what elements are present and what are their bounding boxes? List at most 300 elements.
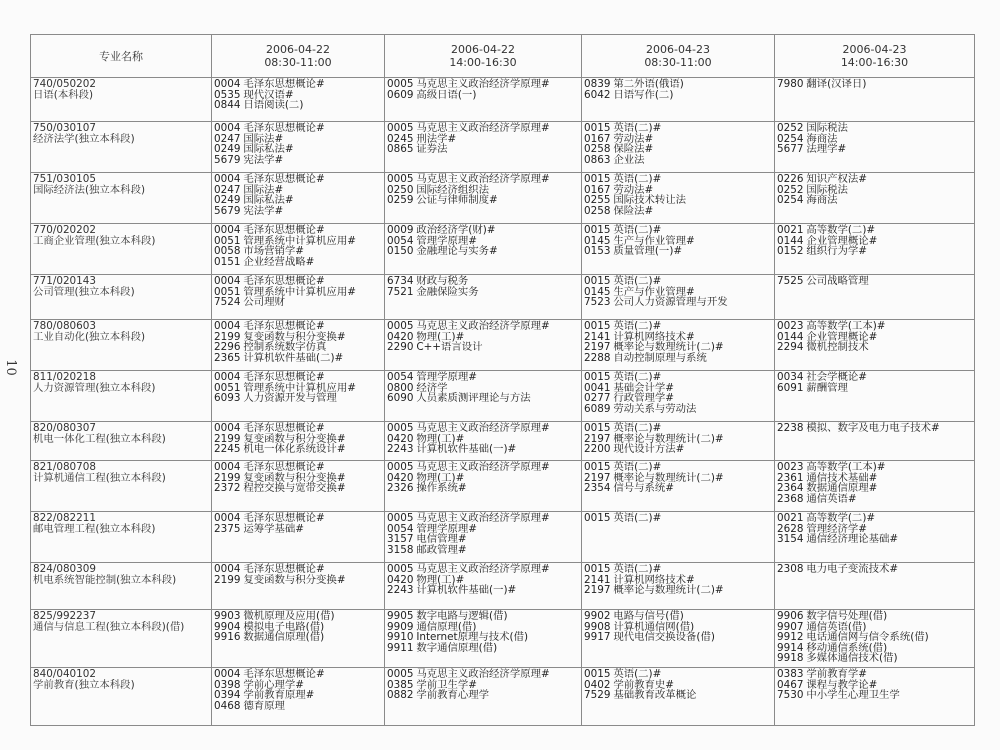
- course-code: 0249: [214, 143, 241, 156]
- course-name: 马克思主义政治经济学原理#: [416, 122, 550, 134]
- session-cell: [385, 320, 582, 371]
- major-code: 840/040102: [33, 668, 96, 680]
- course-name: 概率论与数理统计(二)#: [613, 471, 724, 484]
- course-code: 0385: [387, 678, 414, 691]
- course-code: 9914: [777, 641, 804, 654]
- session-cell: [385, 668, 582, 726]
- session-cell: [385, 78, 582, 122]
- session-cell: [775, 668, 975, 726]
- course-code: 0015: [584, 320, 611, 332]
- session-cell: [582, 173, 775, 224]
- course-code: 0800: [387, 381, 414, 394]
- course-code: 0058: [214, 245, 241, 258]
- course-code: 0015: [584, 461, 611, 473]
- course-code: 0259: [387, 194, 414, 207]
- course-name: 物理(工)#: [416, 573, 465, 586]
- session-cell: [385, 275, 582, 320]
- course-name: 英语(二)#: [613, 371, 662, 383]
- course-code: 0015: [584, 224, 611, 236]
- table-row: [31, 275, 975, 320]
- session-cell: [212, 275, 385, 320]
- session-time: 14:00-16:30: [449, 56, 517, 69]
- course-code: 2200: [584, 443, 611, 456]
- course-code: 2365: [214, 351, 241, 364]
- course-code: 2199: [214, 573, 241, 586]
- major-cell: [31, 610, 212, 668]
- course-name: 管理学原理#: [416, 234, 477, 247]
- course-code: 6089: [584, 402, 611, 415]
- course-entry: [387, 342, 579, 353]
- course-code: 0420: [387, 471, 414, 484]
- course-code: 0394: [214, 689, 241, 702]
- session-cell: [385, 610, 582, 668]
- session-cell: [582, 422, 775, 461]
- course-name: 微机原理及应用(借): [243, 610, 335, 622]
- session-cell: [775, 371, 975, 422]
- course-code: 9910: [387, 631, 414, 644]
- course-entry: [777, 195, 972, 206]
- course-entry: [387, 246, 579, 257]
- course-code: 0247: [214, 183, 241, 196]
- course-name: 行政管理学#: [613, 392, 674, 405]
- major-code: 820/080307: [33, 422, 96, 434]
- table-row: [31, 122, 975, 173]
- table-row: [31, 371, 975, 422]
- course-code: 0005: [387, 422, 414, 434]
- course-code: 2197: [584, 471, 611, 484]
- course-name: 质量管理(一)#: [613, 245, 683, 258]
- session-time: 14:00-16:30: [840, 56, 909, 69]
- course-name: 英语(二)#: [613, 320, 662, 332]
- course-code: 0258: [584, 204, 611, 217]
- course-name: 数据通信原理#: [806, 482, 878, 495]
- table-row: [31, 78, 975, 122]
- course-name: 计算机软件基础(一)#: [416, 443, 517, 456]
- session-cell: [582, 610, 775, 668]
- major-name: 工业自动化(独立本科段): [33, 330, 146, 343]
- course-code: 9911: [387, 641, 414, 654]
- course-code: 0226: [777, 173, 804, 185]
- exam-schedule-table: [30, 34, 975, 726]
- course-name: 英语(二)#: [613, 668, 662, 680]
- course-name: 计算机软件基础(一)#: [416, 584, 517, 597]
- course-name: 英语(二)#: [613, 512, 662, 524]
- course-name: 宪法学#: [243, 204, 284, 217]
- course-entry: [387, 585, 579, 596]
- course-entry: [214, 575, 382, 586]
- major-cell: [31, 78, 212, 122]
- course-name: 薪酬管理: [806, 381, 848, 394]
- course-name: 劳动法#: [613, 183, 654, 196]
- course-code: 9916: [214, 631, 241, 644]
- table-row: [31, 610, 975, 668]
- major-code: 740/050202: [33, 78, 96, 90]
- session-cell: [775, 320, 975, 371]
- course-name: 复变函数与积分变换#: [243, 330, 346, 343]
- course-code: 0468: [214, 699, 241, 712]
- course-entry: [584, 206, 772, 217]
- course-name: 宪法学#: [243, 153, 284, 166]
- major-code: 750/030107: [33, 122, 96, 134]
- course-name: 马克思主义政治经济学原理#: [416, 320, 550, 332]
- page-number: 10: [2, 359, 18, 376]
- course-name: 马克思主义政治经济学原理#: [416, 563, 550, 575]
- course-code: 7524: [214, 296, 241, 309]
- course-entry: [387, 690, 579, 701]
- course-name: 企业管理概论#: [806, 330, 878, 343]
- major-code: 751/030105: [33, 173, 96, 185]
- course-name: 国际法#: [243, 132, 284, 145]
- course-code: 0005: [387, 78, 414, 90]
- major-name: 人力资源管理(独立本科段): [33, 381, 156, 394]
- course-entry: [584, 513, 772, 524]
- course-name: 邮政管理#: [416, 543, 467, 556]
- major-code: 771/020143: [33, 275, 96, 287]
- course-code: 0041: [584, 381, 611, 394]
- course-code: 9902: [584, 610, 611, 622]
- session-cell: [212, 422, 385, 461]
- session-header: [775, 35, 975, 78]
- course-name: 德育原理: [243, 699, 285, 712]
- course-name: 基础教育改革概论: [613, 689, 697, 702]
- course-name: 数据通信原理(借): [243, 631, 325, 644]
- course-code: 0015: [584, 275, 611, 287]
- session-date: 2006-04-23: [646, 43, 710, 56]
- course-code: 7529: [584, 689, 611, 702]
- course-name: 微机控制技术: [806, 341, 869, 354]
- course-name: 知识产权法#: [806, 173, 867, 185]
- course-entry: [777, 690, 972, 701]
- session-cell: [775, 224, 975, 275]
- course-name: 日语写作(二): [613, 88, 674, 101]
- course-code: 0420: [387, 432, 414, 445]
- course-name: 毛泽东思想概论#: [243, 78, 325, 90]
- major-name: 机电一体化工程(独立本科段): [33, 432, 166, 445]
- course-code: 7521: [387, 285, 414, 298]
- course-code: 0383: [777, 668, 804, 680]
- course-name: 毛泽东思想概论#: [243, 320, 325, 332]
- course-code: 2199: [214, 330, 241, 343]
- course-entry: [387, 643, 579, 654]
- course-code: 0167: [584, 183, 611, 196]
- course-code: 0145: [584, 285, 611, 298]
- course-code: 2197: [584, 341, 611, 354]
- course-code: 0051: [214, 285, 241, 298]
- course-name: 物理(工)#: [416, 471, 465, 484]
- major-cell: [31, 173, 212, 224]
- course-entry: [584, 174, 772, 185]
- course-name: 自动控制原理与系统: [613, 351, 707, 364]
- table-row: [31, 173, 975, 224]
- major-cell: [31, 122, 212, 173]
- course-entry: [777, 144, 972, 155]
- course-name: 管理系统中计算机应用#: [243, 381, 356, 394]
- course-code: 0152: [777, 245, 804, 258]
- course-code: 2326: [387, 482, 414, 495]
- major-cell: [31, 320, 212, 371]
- course-name: 毛泽东思想概论#: [243, 668, 325, 680]
- course-name: 刑法学#: [416, 132, 457, 145]
- major-code: 825/992237: [33, 610, 96, 622]
- course-name: 海商法: [806, 132, 838, 145]
- course-name: 企业经营战略#: [243, 255, 315, 268]
- course-code: 0021: [777, 224, 804, 236]
- course-code: 0255: [584, 194, 611, 207]
- course-code: 0258: [584, 143, 611, 156]
- course-name: 复变函数与积分变换#: [243, 573, 346, 586]
- course-code: 0252: [777, 122, 804, 134]
- course-code: 0247: [214, 132, 241, 145]
- session-header: [212, 35, 385, 78]
- course-code: 0004: [214, 78, 241, 90]
- course-name: 公证与律师制度#: [416, 194, 498, 207]
- course-code: 3154: [777, 533, 804, 546]
- course-name: 金融理论与实务#: [416, 245, 498, 258]
- course-code: 2245: [214, 443, 241, 456]
- course-name: 高等数学(工本)#: [806, 461, 886, 473]
- session-cell: [212, 122, 385, 173]
- course-code: 0009: [387, 224, 414, 236]
- course-code: 0004: [214, 320, 241, 332]
- course-code: 0277: [584, 392, 611, 405]
- course-entry: [584, 669, 772, 680]
- course-name: 毛泽东思想概论#: [243, 122, 325, 134]
- course-code: 0004: [214, 512, 241, 524]
- course-name: 马克思主义政治经济学原理#: [416, 668, 550, 680]
- major-name: 工商企业管理(独立本科段): [33, 234, 156, 247]
- course-code: 0254: [777, 132, 804, 145]
- course-entry: [214, 524, 382, 535]
- course-code: 9909: [387, 620, 414, 633]
- course-name: 市场营销学#: [243, 245, 304, 258]
- course-entry: [387, 444, 579, 455]
- course-code: 0865: [387, 143, 414, 156]
- course-code: 0054: [387, 522, 414, 535]
- course-entry: [584, 632, 772, 643]
- major-name: 学前教育(独立本科段): [33, 678, 135, 691]
- course-name: 现代汉语#: [243, 88, 294, 101]
- course-name: 劳动关系与劳动法: [613, 402, 697, 415]
- major-cell: [31, 512, 212, 563]
- course-name: 保险法#: [613, 143, 654, 156]
- course-code: 9912: [777, 631, 804, 644]
- course-code: 6093: [214, 392, 241, 405]
- course-code: 2243: [387, 443, 414, 456]
- course-code: 5679: [214, 153, 241, 166]
- course-name: 国际税法: [806, 122, 848, 134]
- course-name: 高级日语(一): [416, 88, 477, 101]
- course-name: 电力电子变流技术#: [806, 563, 899, 575]
- course-code: 2199: [214, 471, 241, 484]
- course-code: 5679: [214, 204, 241, 217]
- course-name: 公司理财: [243, 296, 285, 309]
- course-code: 0467: [777, 678, 804, 691]
- course-name: 金融保险实务: [416, 285, 479, 298]
- course-name: 翻译(汉译日): [806, 78, 867, 90]
- course-name: 证券法: [416, 143, 448, 156]
- session-cell: [582, 320, 775, 371]
- course-code: 2243: [387, 584, 414, 597]
- course-name: 数字通信原理(借): [416, 641, 498, 654]
- course-code: 0252: [777, 183, 804, 196]
- course-name: 复变函数与积分变换#: [243, 432, 346, 445]
- course-code: 2288: [584, 351, 611, 364]
- session-cell: [212, 320, 385, 371]
- course-entry: [584, 690, 772, 701]
- course-name: 英语(二)#: [613, 563, 662, 575]
- course-code: 2308: [777, 563, 804, 575]
- course-name: 毛泽东思想概论#: [243, 275, 325, 287]
- course-name: 管理系统中计算机应用#: [243, 234, 356, 247]
- course-name: 国际税法: [806, 183, 848, 196]
- major-code: 770/020202: [33, 224, 96, 236]
- course-name: Internet原理与技术(借): [416, 631, 529, 644]
- course-name: 国际私法#: [243, 194, 294, 207]
- course-entry: [214, 257, 382, 268]
- course-name: 国际经济组织法: [416, 183, 490, 196]
- session-cell: [212, 563, 385, 610]
- course-entry: [387, 90, 579, 101]
- course-name: 高等数学(二)#: [806, 224, 876, 236]
- course-name: 企业法: [613, 153, 645, 166]
- course-name: 英语(二)#: [613, 422, 662, 434]
- course-name: 数字信号处理(借): [806, 610, 888, 622]
- course-name: 国际法#: [243, 183, 284, 196]
- course-code: 0004: [214, 275, 241, 287]
- course-entry: [214, 100, 382, 111]
- course-code: 2296: [214, 341, 241, 354]
- table-row: [31, 563, 975, 610]
- session-cell: [775, 122, 975, 173]
- course-entry: [214, 123, 382, 134]
- table-row: [31, 668, 975, 726]
- course-code: 0015: [584, 173, 611, 185]
- major-code: 780/080603: [33, 320, 96, 332]
- course-entry: [387, 393, 579, 404]
- course-name: 高等数学(工本)#: [806, 320, 886, 332]
- course-name: 企业管理概论#: [806, 234, 878, 247]
- course-code: 0004: [214, 668, 241, 680]
- course-code: 0844: [214, 99, 241, 112]
- session-time: 08:30-11:00: [264, 56, 332, 69]
- course-entry: [584, 585, 772, 596]
- course-code: 0005: [387, 122, 414, 134]
- course-entry: [214, 701, 382, 712]
- course-name: 通信原理(借): [416, 620, 477, 633]
- course-code: 0005: [387, 461, 414, 473]
- course-code: 2628: [777, 522, 804, 535]
- session-cell: [385, 122, 582, 173]
- major-name: 国际经济法(独立本科段): [33, 183, 146, 196]
- major-name: 计算机通信工程(独立本科段): [33, 471, 166, 484]
- course-code: 0004: [214, 563, 241, 575]
- course-name: 通信经济理论基础#: [806, 533, 899, 546]
- course-name: 概率论与数理统计(二)#: [613, 432, 724, 445]
- session-date: 2006-04-22: [451, 43, 515, 56]
- course-name: 英语(二)#: [613, 275, 662, 287]
- course-name: 英语(二)#: [613, 224, 662, 236]
- course-name: 管理系统中计算机应用#: [243, 285, 356, 298]
- course-name: 组织行为学#: [806, 245, 867, 258]
- course-code: 0015: [584, 422, 611, 434]
- course-name: 毛泽东思想概论#: [243, 371, 325, 383]
- course-name: 复变函数与积分变换#: [243, 471, 346, 484]
- major-name: 经济法学(独立本科段): [33, 132, 135, 145]
- session-cell: [385, 224, 582, 275]
- course-entry: [214, 353, 382, 364]
- session-cell: [212, 224, 385, 275]
- course-name: 社会学概论#: [806, 371, 867, 383]
- course-entry: [584, 404, 772, 415]
- course-entry: [777, 342, 972, 353]
- session-cell: [582, 224, 775, 275]
- course-code: 0254: [777, 194, 804, 207]
- course-name: 保险法#: [613, 204, 654, 217]
- course-name: 计算机通信网(借): [613, 620, 695, 633]
- course-entry: [214, 206, 382, 217]
- session-cell: [212, 173, 385, 224]
- course-name: 国际技术转让法: [613, 194, 687, 207]
- course-name: 英语(二)#: [613, 122, 662, 134]
- course-code: 7530: [777, 689, 804, 702]
- course-name: 毛泽东思想概论#: [243, 173, 325, 185]
- course-name: 海商法: [806, 194, 838, 207]
- session-cell: [775, 461, 975, 512]
- course-name: 英语(二)#: [613, 173, 662, 185]
- course-entry: [214, 483, 382, 494]
- course-code: 5677: [777, 143, 804, 156]
- course-code: 0054: [387, 371, 414, 383]
- table-row: [31, 422, 975, 461]
- course-name: 毛泽东思想概论#: [243, 461, 325, 473]
- table-row: [31, 512, 975, 563]
- course-name: 模拟、数字及电力电子技术#: [806, 422, 940, 434]
- course-code: 0004: [214, 371, 241, 383]
- course-name: 中小学生心理卫生学: [806, 689, 900, 702]
- course-code: 7523: [584, 296, 611, 309]
- course-entry: [387, 195, 579, 206]
- course-code: 2294: [777, 341, 804, 354]
- course-code: 9908: [584, 620, 611, 633]
- course-entry: [584, 353, 772, 364]
- course-code: 0021: [777, 512, 804, 524]
- session-cell: [582, 78, 775, 122]
- course-name: C++语言设计: [416, 341, 483, 354]
- session-cell: [212, 512, 385, 563]
- course-code: 2372: [214, 482, 241, 495]
- course-code: 0145: [584, 234, 611, 247]
- course-name: 马克思主义政治经济学原理#: [416, 173, 550, 185]
- course-name: 计算机网络技术#: [613, 573, 695, 586]
- session-cell: [212, 371, 385, 422]
- course-entry: [387, 287, 579, 298]
- course-code: 0015: [584, 122, 611, 134]
- session-cell: [775, 173, 975, 224]
- major-name: 通信与信息工程(独立本科段)(借): [33, 620, 185, 633]
- course-name: 第二外语(俄语): [613, 78, 684, 90]
- session-cell: [582, 122, 775, 173]
- session-cell: [385, 563, 582, 610]
- course-name: 财政与税务: [416, 275, 469, 287]
- course-entry: [584, 79, 772, 90]
- course-code: 0015: [584, 668, 611, 680]
- course-name: 学前心理学#: [243, 678, 304, 691]
- course-code: 0004: [214, 461, 241, 473]
- course-name: 现代电信交换设备(借): [613, 631, 715, 644]
- session-time: 08:30-11:00: [644, 56, 712, 69]
- session-cell: [582, 563, 775, 610]
- course-code: 9906: [777, 610, 804, 622]
